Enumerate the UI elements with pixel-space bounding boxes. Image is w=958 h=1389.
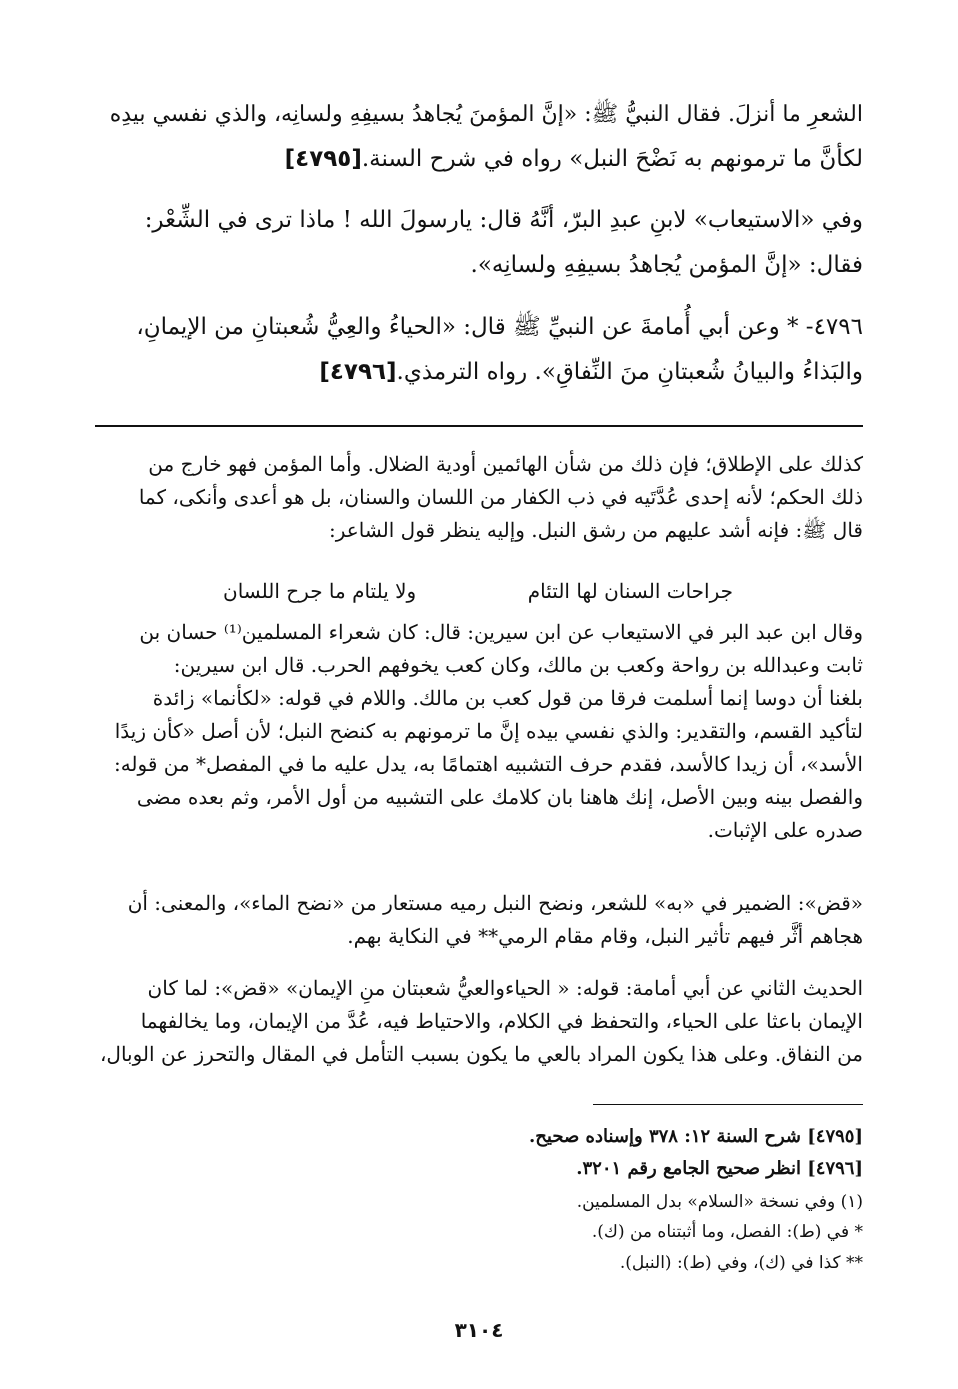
text-line: هجاهم أثَّر فيهم تأثير النبل، وقام مقام الرمي** في النكاية بهم. [347,924,863,948]
text-line: ثابت وعبدالله بن رواحة وكعب بن مالك، وكان كعب يخوفهم الحرب. قال ابن سيرين: [173,653,863,677]
text-line: ذلك الحكم؛ لأنه إحدى عُدَّتَيه في ذب الكفار من اللسان والسنان، بل هو أعدى وأنكى، كما [138,485,863,509]
text-line: الشعرِ ما أنزلَ. فقال النبيُّ ﷺ: «إنَّ المؤمنَ يُجاهدُ بسيفِهِ ولسانِه، والذي نفسي بيدِه [109,102,863,127]
text-line: الأسد»، أن زيدا كالأسد، فقدم حرف التشبيه اهتمامًا به، يدل عليه ما في المفصل* من قوله: [113,752,863,776]
section-divider [95,425,863,427]
hadith-reference: [٤٧٩٥] [284,146,362,172]
text-line: لتأكيد القسم، والتقدير: والذي نفسي بيده إنَّ ما ترمونهم به كنضح النبل؛ لأن أصل «كأن زيدًا [114,719,863,743]
text-line: صدره على الإثبات. [707,818,863,842]
text-line: ٤٧٩٦- * وعن أبي أُمامةَ عن النبيِّ ﷺ قال: «الحياءُ والعِيُّ شُعبتانِ من الإيمانِ، [136,314,863,340]
text-line [97,137,863,182]
poem-verse [223,575,733,608]
commentary-paragraph-2 [97,616,863,847]
commentary-paragraph-4 [97,972,863,1071]
text-line [97,350,863,395]
text-line: بلغنا أن دوسا إنما أسلمت فرقا من قول كعب بن مالك. واللام في قوله: «لكأنما» زائدة [152,686,863,710]
text-line: قال ﷺ: فإنه أشد عليهم من رشق النبل. وإليه ينظر قول الشاعر: [329,518,863,542]
text-line: وقال ابن عبد البر في الاستيعاب عن ابن سيرين: قال: كان شعراء المسلمين⁽¹⁾ حسان بن [139,620,863,644]
text-line: الإيمان باعثا على الحياء، والتحفظ في الكلام، والاحتياط فيه، عُدَّ من الإيمان، وما يخالفهما [140,1009,863,1033]
text-line: من النفاق. وعلى هذا يكون المراد بالعي ما يكون بسبب التأمل في المقال والتحرز عن الوبال، [99,1042,863,1066]
hadith-paragraph-2 [97,198,863,288]
text-line: كذلك على الإطلاق؛ فإن ذلك من شأن الهائمين أودية الضلال. وأما المؤمن فهو خارج من [148,452,863,476]
footnote-double-asterisk: ** كذا في (ك)، وفي (ط): (النبل). [619,1253,863,1273]
text-line: والفصل بينه وبين الأصل، إنك هاهنا بان كلامك على التشبيه من أول الأمر، وثم بعده مضى [136,785,863,809]
text-line: الحديث الثاني عن أبي أمامة: قوله: « الحياءوالعيُّ شعبتان منِ الإيمان» «قض»: لما كان [147,976,863,1000]
footnote-reference-4796: [٤٧٩٦] انظر صحيح الجامع رقم ٣٢٠١. [576,1158,863,1179]
text-line: فقال: «إنَّ المؤمن يُجاهدُ بسيفِهِ ولسانِه». [470,252,863,278]
footnote-divider [593,1104,863,1105]
footnote-1: (١) وفي نسخة «السلام» بدل المسلمين. [576,1192,863,1212]
page-number: ٣١٠٤ [454,1318,504,1342]
text-line: «قض»: الضمير في «به» للشعر، ونضح النبل رميه مستعار من «نضح الماء»، والمعنى: أن [127,891,863,915]
text-line-part: والبَذاءُ والبيانُ شُعبتانِ منَ النِّفاقِ». رواه الترمذي. [396,359,863,385]
hadith-reference: [٤٧٩٦] [319,359,397,385]
footnote-reference-4795: [٤٧٩٥] شرح السنة ١٢: ٣٧٨ وإسناده صحيح. [529,1126,863,1147]
text-line: وفي «الاستيعاب» لابنِ عبدِ البرّ، أنَّهُ قال: يارسولَ الله ! ماذا ترى في الشِّعْر: [144,207,863,233]
hadith-paragraph-3 [97,305,863,395]
hadith-paragraph-1 [97,92,863,182]
footnote-asterisk: * في (ط): الفصل، وما أثبتناه من (ك). [591,1222,863,1242]
commentary-paragraph-1 [97,448,863,547]
text-line-part: لكأنَّ ما ترمونهم به نَضْحَ النبل» رواه في شرح السنة. [361,146,863,172]
poem-left-hemistich: ولا يلتام ما جرح اللسان [223,579,417,603]
poem-right-hemistich: جراحات السنان لها التئام [527,579,733,603]
commentary-paragraph-3 [97,887,863,953]
